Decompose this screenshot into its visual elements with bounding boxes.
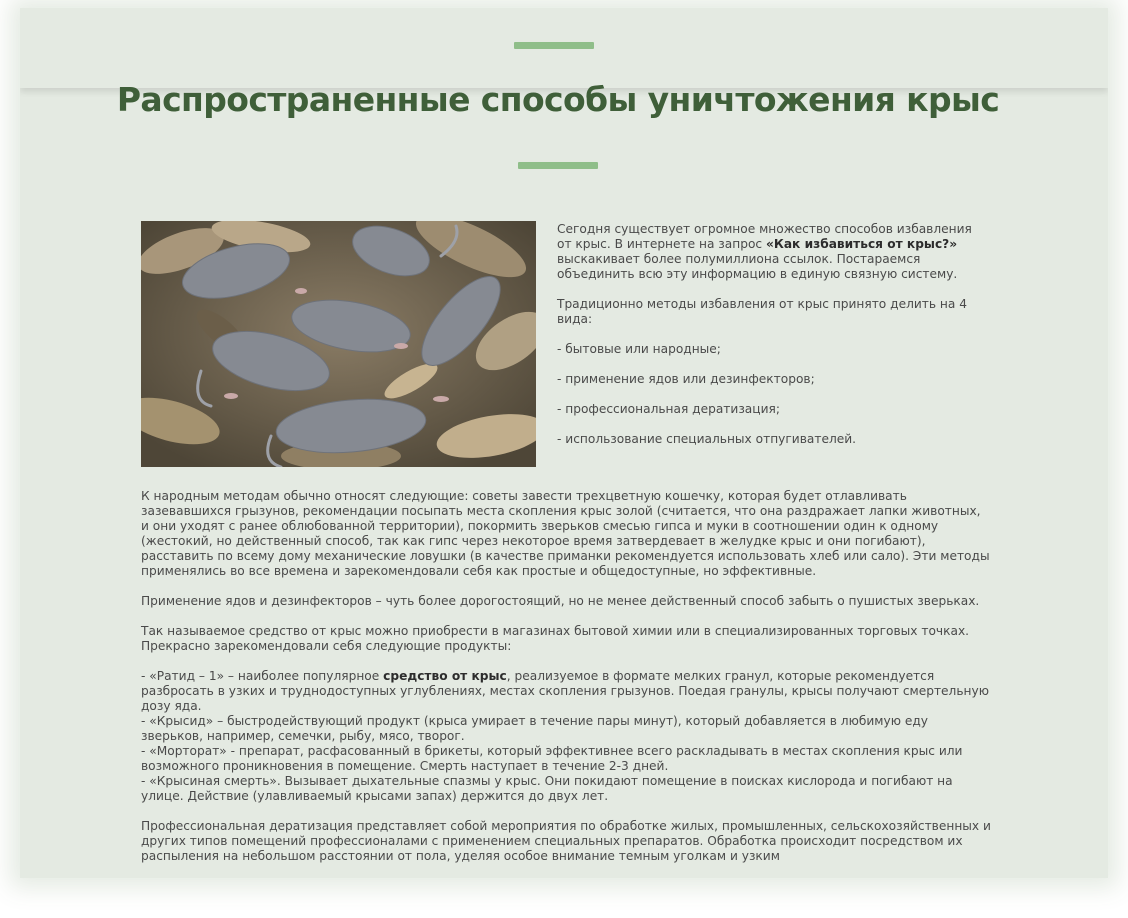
product-ratid [141,669,991,714]
methods-intro: Традиционно методы избавления от крыс принято делить на 4 вида: [557,297,967,326]
method-item-poisons: - применение ядов или дезинфекторов; [557,372,815,386]
article-body [141,489,991,878]
baby-rats-icon [141,221,536,467]
page-title: Распространенные способы уничтожения крыс [116,80,1000,119]
rat-remedy-link-text: средство от крыс [383,669,507,683]
product-text-part: - «Ратид – 1» – наиболее популярное [141,669,384,683]
title-underline [518,162,598,169]
baby-rats-photo [141,221,536,467]
folk-methods-paragraph: К народным методам обычно относят следующие: советы завести трехцветную кошечку, которая будет отлавливать зазевавшихся грызунов, рекомендации посыпать места скопления крыс золой (считается, что она раздражает лапки животных, и они уходят с ранее облюбованной территории), покормить зверьков смесью гипса и муки в соотношении один к одному (жестокий, но действенный способ, так как гипс через некоторое время затвердевает в желудке крыс и они погибают), расставить по всему дому механические ловушки (в качестве приманки рекомендуется использовать хлеб или сало). Эти методы применялись во все времена и зарекомендовали себя как простые и общедоступные, но эффективные. [141,489,990,578]
professional-paragraph: Профессиональная дератизация представляет собой мероприятия по обработке жилых, промышленных, сельскохозяйственных и других типов помещений профессионалами с применением специальных препаратов. Обработка происходит посредством их распыления на небольшом расстоянии от пола, уделяя особое внимание темным уголкам и узким [141,819,991,863]
method-item-household: - бытовые или народные; [557,342,721,356]
method-item-repellers: - использование специальных отпугивателей. [557,432,857,446]
intro-text-part: Сегодня существует огромное множество способов избавления от крыс. В интернете на запрос [557,222,972,251]
method-item-professional: - профессиональная дератизация; [557,402,780,416]
search-query-highlight: «Как избавиться от крыс?» [766,237,958,251]
product-krysid: - «Крысид» – быстродействующий продукт (крыса умирает в течение пары минут), который добавляется в любимую еду зверьков, например, семечки, рыбу, мясо, творог. [141,714,928,743]
intro-text-part: выскакивает более полумиллиона ссылок. Постараемся объединить всю эту информацию в единую связную систему. [557,252,958,281]
poisons-paragraph: Применение ядов и дезинфекторов – чуть более дорогостоящий, но не менее действенный способ забыть о пушистых зверьках. [141,594,980,608]
intro-paragraph [557,222,987,282]
header-accent-line [514,42,594,49]
product-rat-death: - «Крысиная смерть». Вызывает дыхательные спазмы у крыс. Они покидают помещение в поисках кислорода и погибают на улице. Действие (улавливаемый крысами запах) держится до двух лет. [141,774,953,803]
product-mortorat: - «Морторат» - препарат, расфасованный в брикеты, который эффективнее всего раскладывать в местах скопления крыс или возможного проникновения в помещение. Смерть наступает в течение 2-3 дней. [141,744,963,773]
product-text-part: , реализуемое в формате мелких гранул, которые рекомендуется разбросать в узких и труднодоступных углублениях, местах скопления грызунов. Поедая гранулы, крысы получают смертельную дозу яда. [141,669,989,713]
intro-text [557,222,987,462]
shops-paragraph: Так называемое средство от крыс можно приобрести в магазинах бытовой химии или в специализированных торговых точках. Прекрасно зарекомендовали себя следующие продукты: [141,624,970,653]
page-container [20,8,1108,878]
